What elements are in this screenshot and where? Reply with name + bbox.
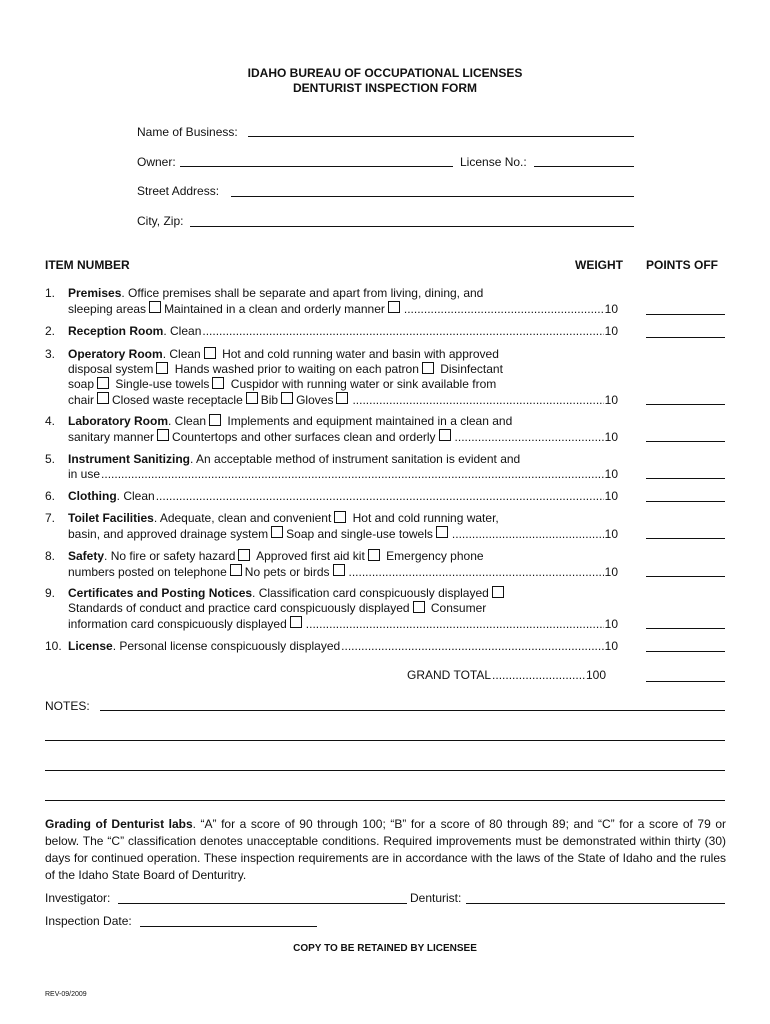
street-address-field[interactable] <box>231 196 634 197</box>
item-weight: 10 <box>604 430 618 444</box>
inspection-item-3 <box>45 347 618 409</box>
points-off-header: POINTS OFF <box>646 258 718 272</box>
checkbox[interactable] <box>388 301 400 313</box>
weight-header: WEIGHT <box>575 258 623 272</box>
item-text: Single-use towels <box>115 377 210 391</box>
item-title: Operatory Room <box>68 347 163 361</box>
item-text: sleeping areas <box>68 302 147 316</box>
item-text: in use <box>68 467 101 481</box>
checkbox[interactable] <box>439 429 451 441</box>
item-number: 10. <box>45 639 62 653</box>
notes-line-1[interactable] <box>100 710 725 711</box>
checkbox[interactable] <box>97 377 109 389</box>
checkbox[interactable] <box>492 586 504 598</box>
grand-total-label: GRAND TOTAL <box>407 668 492 682</box>
street-address-label: Street Address: <box>137 184 220 198</box>
investigator-label: Investigator: <box>45 891 111 905</box>
item-number: 1. <box>45 286 56 300</box>
item-number-header: ITEM NUMBER <box>45 258 130 272</box>
checkbox[interactable] <box>230 564 242 576</box>
checkbox[interactable] <box>149 301 161 313</box>
item-text: numbers posted on telephone <box>68 565 227 579</box>
license-no-field[interactable] <box>534 166 634 167</box>
item-text: Implements and equipment maintained in a clean and <box>227 414 513 428</box>
checkbox[interactable] <box>333 564 345 576</box>
points-off-field-5[interactable] <box>646 478 725 479</box>
inspection-item-7 <box>45 511 618 543</box>
checkbox[interactable] <box>156 362 168 374</box>
points-off-field-4[interactable] <box>646 441 725 442</box>
city-zip-label: City, Zip: <box>137 214 184 228</box>
checkbox[interactable] <box>246 392 258 404</box>
owner-field[interactable] <box>180 166 453 167</box>
item-text: basin, and approved drainage system <box>68 527 269 541</box>
item-text: Emergency phone <box>386 549 484 563</box>
item-text: . Personal license conspicuously displayed <box>112 639 341 653</box>
inspection-item-9 <box>45 586 618 633</box>
item-text: Gloves <box>296 393 334 407</box>
item-text: Hands washed prior to waiting on each patron <box>174 362 419 376</box>
denturist-signature-field[interactable] <box>466 903 725 904</box>
item-text: Maintained in a clean and orderly manner <box>164 302 385 316</box>
item-text: . Clean <box>162 347 201 361</box>
form-title: DENTURIST INSPECTION FORM <box>292 81 477 95</box>
item-text: Bib <box>260 393 279 407</box>
item-number: 8. <box>45 549 56 563</box>
item-weight: 10 <box>604 489 618 503</box>
revision-label: REV-09/2009 <box>45 991 87 998</box>
inspection-item-1 <box>45 286 618 318</box>
checkbox[interactable] <box>436 526 448 538</box>
inspection-item-10 <box>45 639 618 655</box>
owner-label: Owner: <box>137 155 176 169</box>
checkbox[interactable] <box>290 616 302 628</box>
item-weight: 10 <box>604 617 618 631</box>
item-number: 6. <box>45 489 56 503</box>
item-title: Certificates and Posting Notices <box>68 586 253 600</box>
item-text: No pets or birds <box>244 565 330 579</box>
item-weight: 10 <box>604 527 618 541</box>
item-text: Consumer <box>430 601 487 615</box>
checkbox[interactable] <box>413 601 425 613</box>
item-text: sanitary manner <box>68 430 155 444</box>
investigator-signature-field[interactable] <box>118 903 407 904</box>
item-text: information card conspicuously displayed <box>68 617 287 631</box>
points-off-field-7[interactable] <box>646 538 725 539</box>
form-agency-title: IDAHO BUREAU OF OCCUPATIONAL LICENSES <box>247 66 523 80</box>
notes-line-3[interactable] <box>45 770 725 771</box>
points-off-field-3[interactable] <box>646 404 725 405</box>
checkbox[interactable] <box>157 429 169 441</box>
checkbox[interactable] <box>271 526 283 538</box>
item-title: License <box>68 639 113 653</box>
inspection-item-5 <box>45 452 618 484</box>
checkbox[interactable] <box>422 362 434 374</box>
grading-paragraph <box>45 816 726 884</box>
checkbox[interactable] <box>238 549 250 561</box>
points-off-field-1[interactable] <box>646 314 725 315</box>
checkbox[interactable] <box>204 347 216 359</box>
item-text: chair <box>68 393 95 407</box>
inspection-item-2 <box>45 324 618 340</box>
item-text: disposal system <box>68 362 154 376</box>
inspection-date-label: Inspection Date: <box>45 914 132 928</box>
item-number: 2. <box>45 324 56 338</box>
city-zip-field[interactable] <box>190 226 634 227</box>
item-text: . Clean <box>168 414 207 428</box>
item-weight: 10 <box>604 302 618 316</box>
item-weight: 10 <box>604 393 618 407</box>
item-text: Cuspidor with running water or sink available from <box>230 377 497 391</box>
item-number: 7. <box>45 511 56 525</box>
item-text: . Office premises shall be separate and apart from living, dining, and <box>121 286 484 300</box>
grand-total-points-field[interactable] <box>646 681 725 682</box>
checkbox[interactable] <box>209 414 221 426</box>
item-text: . Clean <box>116 489 155 503</box>
item-text: . An acceptable method of instrument sanitation is evident and <box>190 452 521 466</box>
item-text: Soap and single-use towels <box>286 527 433 541</box>
inspection-item-4 <box>45 414 618 446</box>
item-title: Reception Room <box>68 324 164 338</box>
inspection-item-8 <box>45 549 618 581</box>
item-text: Hot and cold running water, <box>352 511 499 525</box>
points-off-field-8[interactable] <box>646 576 725 577</box>
item-number: 9. <box>45 586 56 600</box>
item-text: . No fire or safety hazard <box>104 549 236 563</box>
item-title: Safety <box>68 549 105 563</box>
item-text: Standards of conduct and practice card conspicuously displayed <box>68 601 410 615</box>
item-text: Countertops and other surfaces clean and orderly <box>172 430 436 444</box>
inspection-date-field[interactable] <box>140 926 317 927</box>
item-text: soap <box>68 377 95 391</box>
item-text: Closed waste receptacle <box>112 393 243 407</box>
item-text: . Adequate, clean and convenient <box>153 511 332 525</box>
grading-text: . “A” for a score of 90 through 100; “B” for a score of 80 through 89; and “C” for a score of 79 or below. The “C” classification denotes unacceptable conditions. Required improvements must be demonstrated within thirty (30) days for continued operation. These inspection requirements are in accordance with the laws of the State of Idaho and the rules of the Idaho State Board of Denturitry. <box>45 817 726 882</box>
item-weight: 10 <box>604 467 618 481</box>
item-text: Hot and cold running water and basin with approved <box>222 347 499 361</box>
checkbox[interactable] <box>334 511 346 523</box>
points-off-field-9[interactable] <box>646 628 725 629</box>
inspection-item-6 <box>45 489 618 505</box>
notes-line-4[interactable] <box>45 800 725 801</box>
item-title: Premises <box>68 286 122 300</box>
item-number: 5. <box>45 452 56 466</box>
checkbox[interactable] <box>336 392 348 404</box>
item-title: Laboratory Room <box>68 414 169 428</box>
checkbox[interactable] <box>368 549 380 561</box>
item-text: . Clean <box>163 324 202 338</box>
denturist-label: Denturist: <box>410 891 462 905</box>
business-name-label: Name of Business: <box>137 125 238 139</box>
item-number: 4. <box>45 414 56 428</box>
item-text: . Classification card conspicuously displayed <box>252 586 489 600</box>
license-no-label: License No.: <box>460 155 527 169</box>
business-name-field[interactable] <box>248 136 634 137</box>
points-off-field-10[interactable] <box>646 651 725 652</box>
item-weight: 10 <box>604 639 618 653</box>
item-text: Approved first aid kit <box>256 549 365 563</box>
grading-title: Grading of Denturist labs <box>45 817 193 831</box>
item-title: Toilet Facilities <box>68 511 154 525</box>
checkbox[interactable] <box>97 392 109 404</box>
item-number: 3. <box>45 347 56 361</box>
copy-notice: COPY TO BE RETAINED BY LICENSEE <box>293 943 477 954</box>
checkbox[interactable] <box>212 377 224 389</box>
item-text: Disinfectant <box>440 362 503 376</box>
notes-label: NOTES: <box>45 699 90 713</box>
item-title: Clothing <box>68 489 117 503</box>
item-weight: 10 <box>604 324 618 338</box>
checkbox[interactable] <box>281 392 293 404</box>
notes-line-2[interactable] <box>45 740 725 741</box>
grand-total-value: 100 <box>585 668 606 682</box>
points-off-field-2[interactable] <box>646 337 725 338</box>
grand-total <box>407 668 606 684</box>
item-weight: 10 <box>604 565 618 579</box>
item-title: Instrument Sanitizing <box>68 452 191 466</box>
points-off-field-6[interactable] <box>646 501 725 502</box>
